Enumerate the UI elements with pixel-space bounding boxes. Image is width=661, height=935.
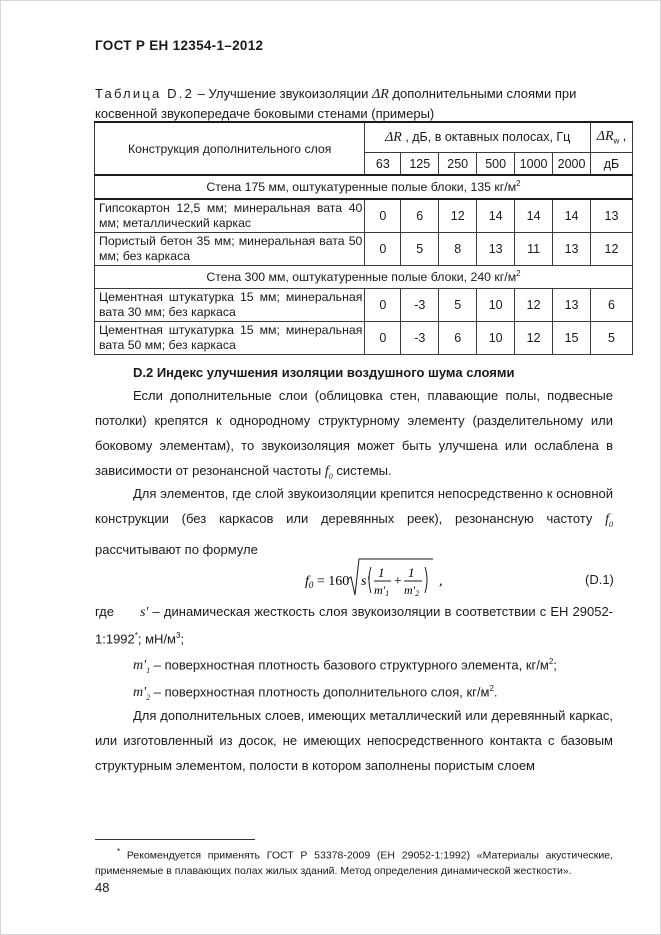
value-cell: 0: [365, 322, 401, 355]
freq-header-cell: 125: [401, 153, 439, 176]
value-cell: -3: [401, 322, 439, 355]
paragraph-text: Для дополнительных слоев, имеющих металлический или деревянный каркас, или изготовленный из досок, не имеющих непосредственного контакта с базовым структурным элементом, полости в котором заполнены пористым слоем: [95, 708, 613, 773]
paragraph-text-end: рассчитывают по формуле: [95, 541, 258, 557]
formula-trailing-comma: ,: [439, 574, 443, 589]
definition-end: ;: [180, 631, 185, 647]
value-cell: 13: [477, 233, 515, 266]
value-cell: 8: [439, 233, 477, 266]
octave-band-header-text: , дБ, в октавных полосах, Гц: [401, 129, 571, 144]
value-cell: 0: [365, 289, 401, 322]
table-caption-label: Таблица D.2: [95, 86, 195, 101]
page-number: 48: [95, 880, 110, 895]
definition-s-prime: [95, 600, 613, 650]
footnote-divider: [95, 839, 255, 840]
weighted-unit: дБ: [591, 153, 633, 176]
weighted-header-comma: ,: [619, 129, 627, 144]
value-cell: 12: [515, 322, 553, 355]
construction-cell: Пористый бетон 35 мм; минеральная вата 50 мм; без каркаса: [95, 233, 365, 266]
definition-unit: ; мН/м: [137, 631, 176, 647]
footnote-mark: *: [134, 631, 138, 640]
fraction2-denominator: m'2: [404, 583, 420, 598]
f0-symbol: $f_0$: [605, 512, 613, 529]
delta-r-symbol: ΔR: [385, 129, 402, 145]
paragraph-text: Для элементов, где слой звукоизоляции крепится непосредственно к основной конструкции (без каркасов или деревянных реек), резонансную частоту: [95, 486, 613, 526]
table-caption-text: – Улучшение звукоизоляции: [194, 86, 373, 101]
octave-band-header: [365, 122, 591, 153]
weighted-header: [591, 122, 633, 153]
where-word: где: [95, 604, 114, 619]
value-cell: 14: [477, 199, 515, 233]
footnote: [95, 844, 613, 879]
fraction1-denominator: m'1: [374, 583, 390, 598]
construction-cell: Цементная штукатурка 15 мм; минеральная вата 30 мм; без каркаса: [95, 289, 365, 322]
f0-symbol: $f_0$: [324, 464, 333, 481]
paragraph-text-end: системы.: [332, 463, 392, 478]
value-cell: 5: [401, 233, 439, 266]
delta-rw-symbol: ΔR: [596, 129, 614, 145]
freq-header-cell: 1000: [515, 153, 553, 176]
section-title-text: Стена 175 мм, оштукатуренные полые блоки, 135 кг/м: [206, 180, 517, 195]
definition-end: .: [493, 684, 498, 700]
value-cell: 10: [477, 322, 515, 355]
footnote-text: Рекомендуется применять ГОСТ Р 53378-2009 (ЕН 29052-1:1992) «Материалы акустические, применяемые в плавающих полах жилых зданий. Метод определения динамической жесткости».: [95, 849, 613, 877]
equation-number: (D.1): [585, 572, 614, 587]
definition-text: – поверхностная плотность базового структурного элемента, кг/м: [150, 657, 549, 673]
value-cell: 12: [439, 199, 477, 233]
sound-insulation-table: [94, 121, 633, 355]
left-paren: [369, 567, 371, 593]
value-cell: 13: [553, 289, 591, 322]
section-title-row: [95, 175, 633, 199]
section-title-sup: 2: [516, 269, 521, 279]
section-title-row: [95, 266, 633, 289]
value-cell: 13: [553, 233, 591, 266]
m2-symbol: $m'_2$: [133, 685, 151, 703]
right-paren: [425, 567, 427, 593]
weighted-subscript: w: [613, 136, 620, 146]
s-prime-symbol: s': [139, 605, 149, 620]
table-caption: [95, 84, 613, 123]
value-cell: 0: [365, 233, 401, 266]
value-cell: 14: [515, 199, 553, 233]
value-cell: 6: [401, 199, 439, 233]
weighted-value-cell: 13: [591, 199, 633, 233]
value-cell: 12: [515, 289, 553, 322]
freq-header-cell: 250: [439, 153, 477, 176]
freq-header-cell: 2000: [553, 153, 591, 176]
value-cell: 0: [365, 199, 401, 233]
value-cell: 6: [439, 322, 477, 355]
unit-sup: 3: [176, 631, 181, 640]
value-cell: -3: [401, 289, 439, 322]
unit-sup: 2: [489, 684, 494, 693]
section-title-sup: 2: [516, 179, 521, 189]
fraction1-numerator: 1: [378, 565, 385, 580]
construction-cell: Цементная штукатурка 15 мм; минеральная вата 50 мм; без каркаса: [95, 322, 365, 355]
table-caption-line2: косвенной звукопередаче боковыми стенами (примеры): [95, 106, 435, 121]
paragraph-resonance: [95, 383, 613, 489]
freq-header-cell: 500: [477, 153, 515, 176]
construction-header: Конструкция дополнительного слоя: [95, 122, 365, 175]
plus-sign: +: [393, 574, 403, 589]
table-caption-text-rest: дополнительными слоями при: [388, 86, 577, 101]
formula-d1: [305, 555, 614, 605]
value-cell: 14: [553, 199, 591, 233]
value-cell: 15: [553, 322, 591, 355]
formula-lhs: $f_0 = 160$: [305, 574, 350, 590]
section-heading: D.2 Индекс улучшения изоляции воздушного шума слоями: [133, 365, 515, 380]
fraction2-numerator: 1: [408, 565, 415, 580]
weighted-value-cell: 12: [591, 233, 633, 266]
document-header-title: ГОСТ Р ЕН 12354-1–2012: [95, 38, 264, 53]
definition-end: ;: [553, 657, 557, 673]
weighted-value-cell: 6: [591, 289, 633, 322]
definition-text: – поверхностная плотность дополнительного слоя, кг/м: [150, 684, 490, 700]
section-title-text: Стена 300 мм, оштукатуренные полые блоки, 240 кг/м: [206, 270, 517, 285]
freq-header-cell: 63: [365, 153, 401, 176]
unit-sup: 2: [548, 657, 554, 666]
definition-text: – динамическая жесткость слоя звукоизоляции в соответствии с ЕН 29052-1:1992: [95, 604, 613, 647]
delta-r-symbol: ΔR: [372, 87, 389, 102]
paragraph-frame-layers: [95, 703, 613, 778]
formula-s-prime: s': [361, 574, 370, 589]
value-cell: 10: [477, 289, 515, 322]
paragraph-formula-intro: [95, 481, 613, 562]
value-cell: 11: [515, 233, 553, 266]
formula-graphic: [305, 555, 455, 605]
m1-symbol: $m'_1$: [133, 658, 151, 676]
weighted-value-cell: 5: [591, 322, 633, 355]
value-cell: 5: [439, 289, 477, 322]
footnote-mark: *: [117, 847, 121, 856]
paragraph-text: Если дополнительные слои (облицовка стен, плавающие полы, подвесные потолки) крепятся к однородному структурному элементу (разделительному или боковому элементам), то звукоизоляция может быть улучшена или ослаблена в зависимости от резонансной частоты: [95, 388, 613, 478]
construction-cell: Гипсокартон 12,5 мм; минеральная вата 40 мм; металлический каркас: [95, 199, 365, 233]
